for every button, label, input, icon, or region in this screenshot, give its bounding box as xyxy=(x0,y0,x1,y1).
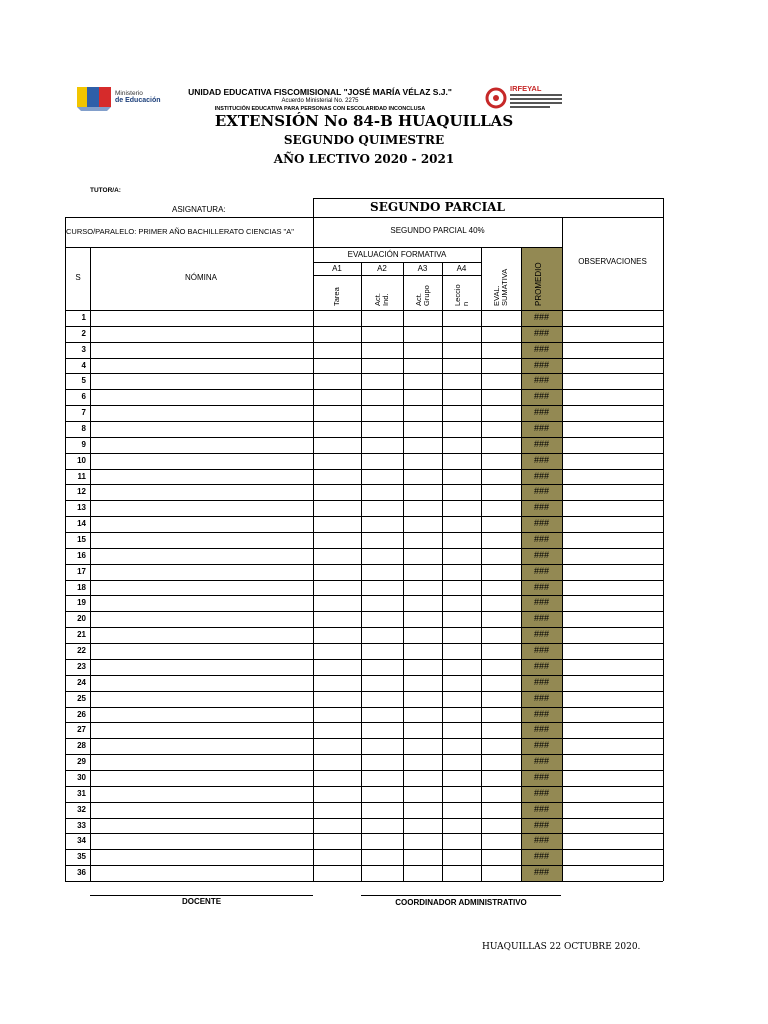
row-number: 26 xyxy=(77,709,86,719)
row-number: 5 xyxy=(81,376,86,386)
table-row-line xyxy=(65,818,663,819)
irfeyal-logo xyxy=(484,84,566,114)
row-number: 19 xyxy=(77,598,86,608)
table-row-line xyxy=(65,516,663,517)
promedio-value: ### xyxy=(533,676,550,687)
promedio-value: ### xyxy=(533,851,550,862)
promedio-value: ### xyxy=(533,454,550,465)
table-row-line xyxy=(65,469,663,470)
promedio-value: ### xyxy=(533,613,550,624)
table-row-line xyxy=(65,786,663,787)
coordinador-label: COORDINADOR ADMINISTRATIVO xyxy=(395,898,527,907)
docente-signature-line xyxy=(90,895,313,896)
row-number: 13 xyxy=(77,503,86,513)
table-row-line xyxy=(65,500,663,501)
activity-name-3: Act. Grupo xyxy=(413,285,431,306)
table-row-line xyxy=(65,659,663,660)
table-row-line xyxy=(65,453,663,454)
table-vline xyxy=(481,247,482,262)
table-row-line xyxy=(65,738,663,739)
row-number: 27 xyxy=(77,725,86,735)
row-number: 35 xyxy=(77,852,86,862)
table-row-line xyxy=(65,358,663,359)
activity-name-4: Leccio n xyxy=(452,284,470,306)
promedio-value: ### xyxy=(533,534,550,545)
promedio-value: ### xyxy=(533,327,550,338)
row-number: 11 xyxy=(77,471,86,481)
row-number: 1 xyxy=(81,313,86,322)
extension-title: EXTENSIÓN No 84-B HUAQUILLAS xyxy=(214,112,514,130)
promedio-value: ### xyxy=(533,423,550,434)
table-row-line xyxy=(65,389,663,390)
table-hline xyxy=(313,275,481,276)
row-number: 24 xyxy=(77,677,86,687)
footer-date: HUAQUILLAS 22 OCTUBRE 2020. xyxy=(482,942,641,952)
table-row-line xyxy=(65,548,663,549)
row-number: 34 xyxy=(77,836,86,846)
row-number: 30 xyxy=(77,772,86,782)
table-row-line xyxy=(65,754,663,755)
row-number: 7 xyxy=(81,408,86,418)
promedio-value: ### xyxy=(533,518,550,529)
header-top-line xyxy=(313,198,663,199)
row-number: 31 xyxy=(77,788,86,798)
table-row-line xyxy=(65,802,663,803)
table-row-line xyxy=(65,881,663,882)
promedio-value: ### xyxy=(533,740,550,751)
promedio-value: ### xyxy=(533,787,550,798)
activity-code-1: A1 xyxy=(332,264,342,273)
table-row-line xyxy=(65,595,663,596)
promedio-value: ### xyxy=(533,343,550,354)
row-number: 9 xyxy=(81,439,86,449)
row-number: 4 xyxy=(81,360,86,370)
promedio-value: ### xyxy=(533,771,550,782)
irfeyal-logo-text: IRFEYAL xyxy=(510,84,542,93)
promedio-value: ### xyxy=(533,819,550,830)
tutor-label: TUTOR/A: xyxy=(90,187,121,194)
promedio-value: ### xyxy=(533,724,550,735)
promedio-value: ### xyxy=(533,375,550,386)
promedio-value: ### xyxy=(533,391,550,402)
table-row-line xyxy=(65,627,663,628)
table-row-line xyxy=(65,691,663,692)
promedio-value: ### xyxy=(533,359,550,370)
table-row-line xyxy=(65,770,663,771)
promedio-value: ### xyxy=(533,407,550,418)
table-vline xyxy=(313,198,314,218)
row-number: 15 xyxy=(77,535,86,545)
lectivo-title: AÑO LECTIVO 2020 - 2021 xyxy=(273,152,455,166)
curso-paralelo-label: CURSO/PARALELO: PRIMER AÑO BACHILLERATO CIENCIAS "A" xyxy=(66,227,294,236)
table-row-line xyxy=(65,865,663,866)
table-vline xyxy=(403,262,404,881)
parcial-percent-label: SEGUNDO PARCIAL 40% xyxy=(390,226,485,235)
row-number: 16 xyxy=(77,550,86,560)
table-row-line xyxy=(65,707,663,708)
activity-name-2: Act. Ind. xyxy=(373,293,390,306)
promedio-value: ### xyxy=(533,803,550,814)
coordinador-signature-line xyxy=(361,895,561,896)
table-row-line xyxy=(65,849,663,850)
row-number: 3 xyxy=(81,344,86,354)
promedio-value: ### xyxy=(533,629,550,640)
promedio-value: ### xyxy=(533,835,550,846)
activity-name-1: Tarea xyxy=(332,287,341,306)
row-number: 2 xyxy=(81,328,86,338)
row-number: 12 xyxy=(77,487,86,497)
row-number: 20 xyxy=(77,614,86,624)
table-row-line xyxy=(65,484,663,485)
table-row-line xyxy=(65,580,663,581)
table-row-line xyxy=(65,611,663,612)
row-number: 32 xyxy=(77,804,86,814)
table-row-line xyxy=(65,437,663,438)
promedio-header: PROMEDIO xyxy=(534,262,543,306)
table-vline xyxy=(442,262,443,881)
table-vline xyxy=(361,262,362,881)
s-header: S xyxy=(75,273,81,282)
table-hline xyxy=(65,217,663,218)
evaluacion-formativa-header: EVALUACIÓN FORMATIVA xyxy=(347,250,447,259)
school-name: UNIDAD EDUCATIVA FISCOMISIONAL "JOSÉ MARÍA VÉLAZ S.J." xyxy=(188,87,452,97)
promedio-value: ### xyxy=(533,565,550,576)
activity-code-4: A4 xyxy=(456,264,467,273)
table-row-line xyxy=(65,722,663,723)
row-number: 36 xyxy=(77,868,86,878)
ministerio-logo-line2: de Educación xyxy=(115,97,161,104)
row-number: 22 xyxy=(77,646,86,656)
segundo-parcial-title: SEGUNDO PARCIAL xyxy=(370,200,505,214)
promedio-value: ### xyxy=(533,581,550,592)
table-row-line xyxy=(65,675,663,676)
nomina-header: NÓMINA xyxy=(185,273,217,282)
promedio-value: ### xyxy=(533,660,550,671)
row-number: 8 xyxy=(81,424,86,434)
promedio-value: ### xyxy=(533,486,550,497)
table-row-line xyxy=(65,310,663,311)
table-row-line xyxy=(65,373,663,374)
docente-label: DOCENTE xyxy=(181,897,222,906)
table-row-line xyxy=(65,342,663,343)
table-row-line xyxy=(65,326,663,327)
table-vline xyxy=(663,198,664,881)
promedio-value: ### xyxy=(533,708,550,719)
row-number: 33 xyxy=(77,820,86,830)
promedio-value: ### xyxy=(533,438,550,449)
activity-code-3: A3 xyxy=(417,264,428,273)
table-row-line xyxy=(65,405,663,406)
promedio-value: ### xyxy=(533,549,550,560)
row-number: 25 xyxy=(77,693,86,703)
table-vline xyxy=(521,247,522,262)
promedio-value: ### xyxy=(533,867,550,878)
promedio-value: ### xyxy=(533,645,550,656)
asignatura-label: ASIGNATURA: xyxy=(172,205,226,214)
activity-code-2: A2 xyxy=(377,264,387,273)
row-number: 28 xyxy=(77,741,86,751)
promedio-value: ### xyxy=(533,470,550,481)
row-number: 23 xyxy=(77,661,86,671)
acuerdo-ministerial: Acuerdo Ministerial No. 2275 xyxy=(281,98,359,104)
promedio-value: ### xyxy=(533,312,550,322)
promedio-value: ### xyxy=(533,756,550,767)
quimestre-title: SEGUNDO QUIMESTRE xyxy=(283,133,445,147)
table-row-line xyxy=(65,532,663,533)
ministerio-logo-line1: Ministerio xyxy=(115,90,143,97)
promedio-value: ### xyxy=(533,597,550,608)
table-hline xyxy=(313,262,481,263)
row-number: 18 xyxy=(77,582,86,592)
table-vline xyxy=(481,262,482,881)
table-row-line xyxy=(65,421,663,422)
table-row-line xyxy=(65,833,663,834)
table-row-line xyxy=(65,564,663,565)
row-number: 29 xyxy=(77,757,86,767)
row-number: 14 xyxy=(77,519,86,529)
promedio-value: ### xyxy=(533,692,550,703)
row-number: 10 xyxy=(77,455,86,465)
row-number: 6 xyxy=(81,392,86,402)
row-number: 21 xyxy=(77,630,86,640)
promedio-value: ### xyxy=(533,502,550,513)
row-number: 17 xyxy=(77,566,86,576)
eval-sumativa-header: EVAL. SUMATIVA xyxy=(492,268,509,306)
institucion-descripcion: INSTITUCIÓN EDUCATIVA PARA PERSONAS CON ESCOLARIDAD INCONCLUSA xyxy=(214,106,426,112)
table-row-line xyxy=(65,643,663,644)
observaciones-header: OBSERVACIONES xyxy=(578,257,647,266)
